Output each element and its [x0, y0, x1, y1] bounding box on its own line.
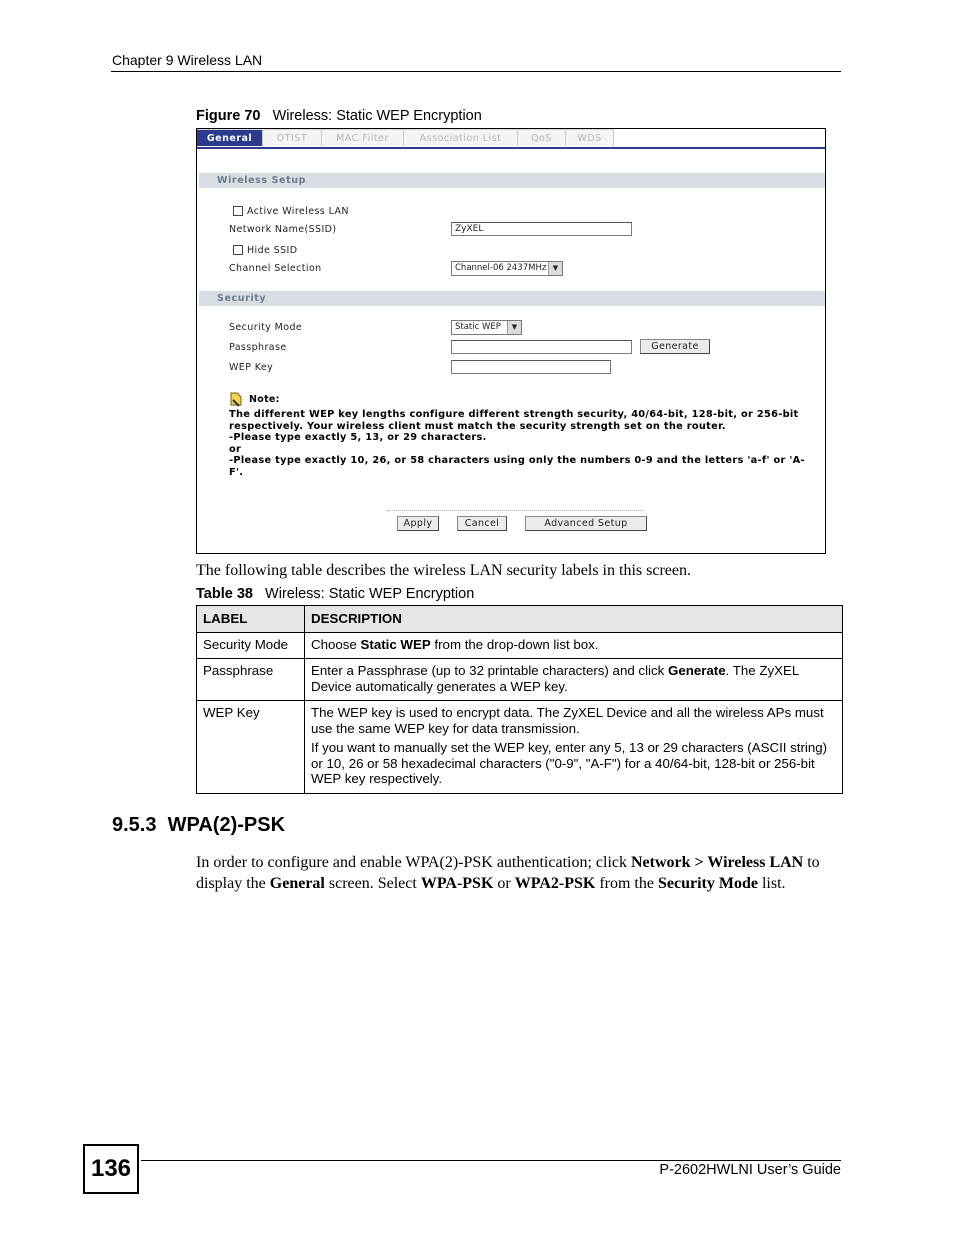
- row-label: Security Mode: [197, 632, 305, 659]
- page-number: 136: [83, 1144, 139, 1194]
- security-mode-value: Static WEP: [455, 322, 501, 332]
- hide-ssid-checkbox[interactable]: [233, 245, 243, 255]
- tab-mac-filter[interactable]: MAC Filter: [322, 129, 404, 146]
- screenshot-frame: [196, 128, 826, 554]
- tab-general[interactable]: General: [197, 129, 263, 146]
- note-line: respectively. Your wireless client must match the security strength set on the router.: [229, 420, 726, 432]
- tab-otist[interactable]: OTIST: [263, 129, 322, 146]
- wep-key-input[interactable]: [451, 360, 611, 374]
- note-line: The different WEP key lengths configure different strength security, 40/64-bit, 128-bit, or 256-bit: [229, 409, 799, 420]
- figure-label: Figure 70: [196, 108, 261, 124]
- chapter-header: Chapter 9 Wireless LAN: [112, 52, 263, 68]
- table-header-row: [197, 606, 843, 633]
- tab-qos[interactable]: QoS: [518, 129, 566, 146]
- security-mode-select[interactable]: [451, 320, 522, 335]
- hide-ssid-label: Hide SSID: [247, 245, 298, 256]
- table-row: [197, 632, 843, 659]
- table-label: Table 38: [196, 586, 253, 602]
- header-rule: [111, 71, 841, 72]
- row-description: Choose Static WEP from the drop-down list box.: [305, 632, 843, 659]
- generate-button[interactable]: Generate: [640, 339, 710, 354]
- guide-title: P-2602HWLNI User’s Guide: [659, 1162, 841, 1178]
- tab-association-list[interactable]: Association List: [404, 129, 518, 146]
- table-title: Wireless: Static WEP Encryption: [265, 586, 475, 602]
- figure-title: Wireless: Static WEP Encryption: [272, 108, 482, 124]
- cancel-button[interactable]: Cancel: [457, 516, 507, 531]
- wireless-setup-heading: Wireless Setup: [199, 173, 825, 188]
- button-divider: [387, 510, 643, 511]
- section-heading: [112, 814, 285, 837]
- passphrase-input[interactable]: [451, 340, 632, 354]
- table-caption: [196, 586, 474, 602]
- active-wireless-label: Active Wireless LAN: [247, 206, 349, 217]
- note-text: [229, 409, 809, 479]
- column-header-description: DESCRIPTION: [305, 606, 843, 633]
- note-line: F'.: [229, 466, 244, 478]
- channel-value: Channel-06 2437MHz: [455, 263, 547, 273]
- security-mode-label: Security Mode: [229, 322, 303, 333]
- wep-key-label: WEP Key: [229, 362, 274, 373]
- intro-text: The following table describes the wireless LAN security labels in this screen.: [196, 562, 691, 579]
- row-label: Passphrase: [197, 659, 305, 701]
- channel-label: Channel Selection: [229, 263, 322, 274]
- note-line: -Please type exactly 5, 13, or 29 characters.: [229, 432, 487, 444]
- row-label: WEP Key: [197, 701, 305, 794]
- advanced-setup-button[interactable]: Advanced Setup: [525, 516, 647, 531]
- apply-button[interactable]: Apply: [397, 516, 439, 531]
- tab-bar: [197, 129, 825, 149]
- chevron-down-icon: ▼: [507, 321, 521, 334]
- note-line: -Please type exactly 10, 26, or 58 characters using only the numbers 0-9 and the letters 'a-f' or 'A-: [229, 455, 805, 467]
- row-description: The WEP key is used to encrypt data. The ZyXEL Device and all the wireless APs must use the same WEP key for data transmission. If you want to manually set the WEP key, enter any 5, 13 or 29 characters (ASCII string) or 10, 26 or 58 hexadecimal characters ("0-9", "A-F") for a 40/64-bit, 128-bit or 256-bit WEP key respectively.: [305, 701, 843, 794]
- network-name-input[interactable]: ZyXEL: [451, 222, 632, 236]
- table-row: [197, 659, 843, 701]
- section-number: 9.5.3: [112, 814, 157, 836]
- row-description: Enter a Passphrase (up to 32 printable characters) and click Generate. The ZyXEL Device automatically generates a WEP key.: [305, 659, 843, 701]
- table-row: [197, 701, 843, 794]
- network-name-label: Network Name(SSID): [229, 224, 337, 235]
- footer-rule: [141, 1160, 841, 1161]
- note-title: Note:: [249, 394, 280, 405]
- channel-select[interactable]: [451, 261, 563, 276]
- chevron-down-icon: ▼: [548, 262, 562, 275]
- note-line: or: [229, 443, 242, 455]
- description-table: [196, 605, 843, 794]
- security-heading: Security: [199, 291, 825, 306]
- active-wireless-checkbox[interactable]: [233, 206, 243, 216]
- figure-caption: [196, 108, 482, 124]
- tab-wds[interactable]: WDS: [566, 129, 614, 146]
- passphrase-label: Passphrase: [229, 342, 287, 353]
- note-icon: [228, 391, 244, 407]
- section-paragraph: In order to configure and enable WPA(2)-PSK authentication; click Network > Wireless LAN to display the General screen. Select WPA-PSK or WPA2-PSK from the Security Mode list.: [196, 854, 820, 892]
- column-header-label: LABEL: [197, 606, 305, 633]
- section-title: WPA(2)-PSK: [167, 814, 286, 836]
